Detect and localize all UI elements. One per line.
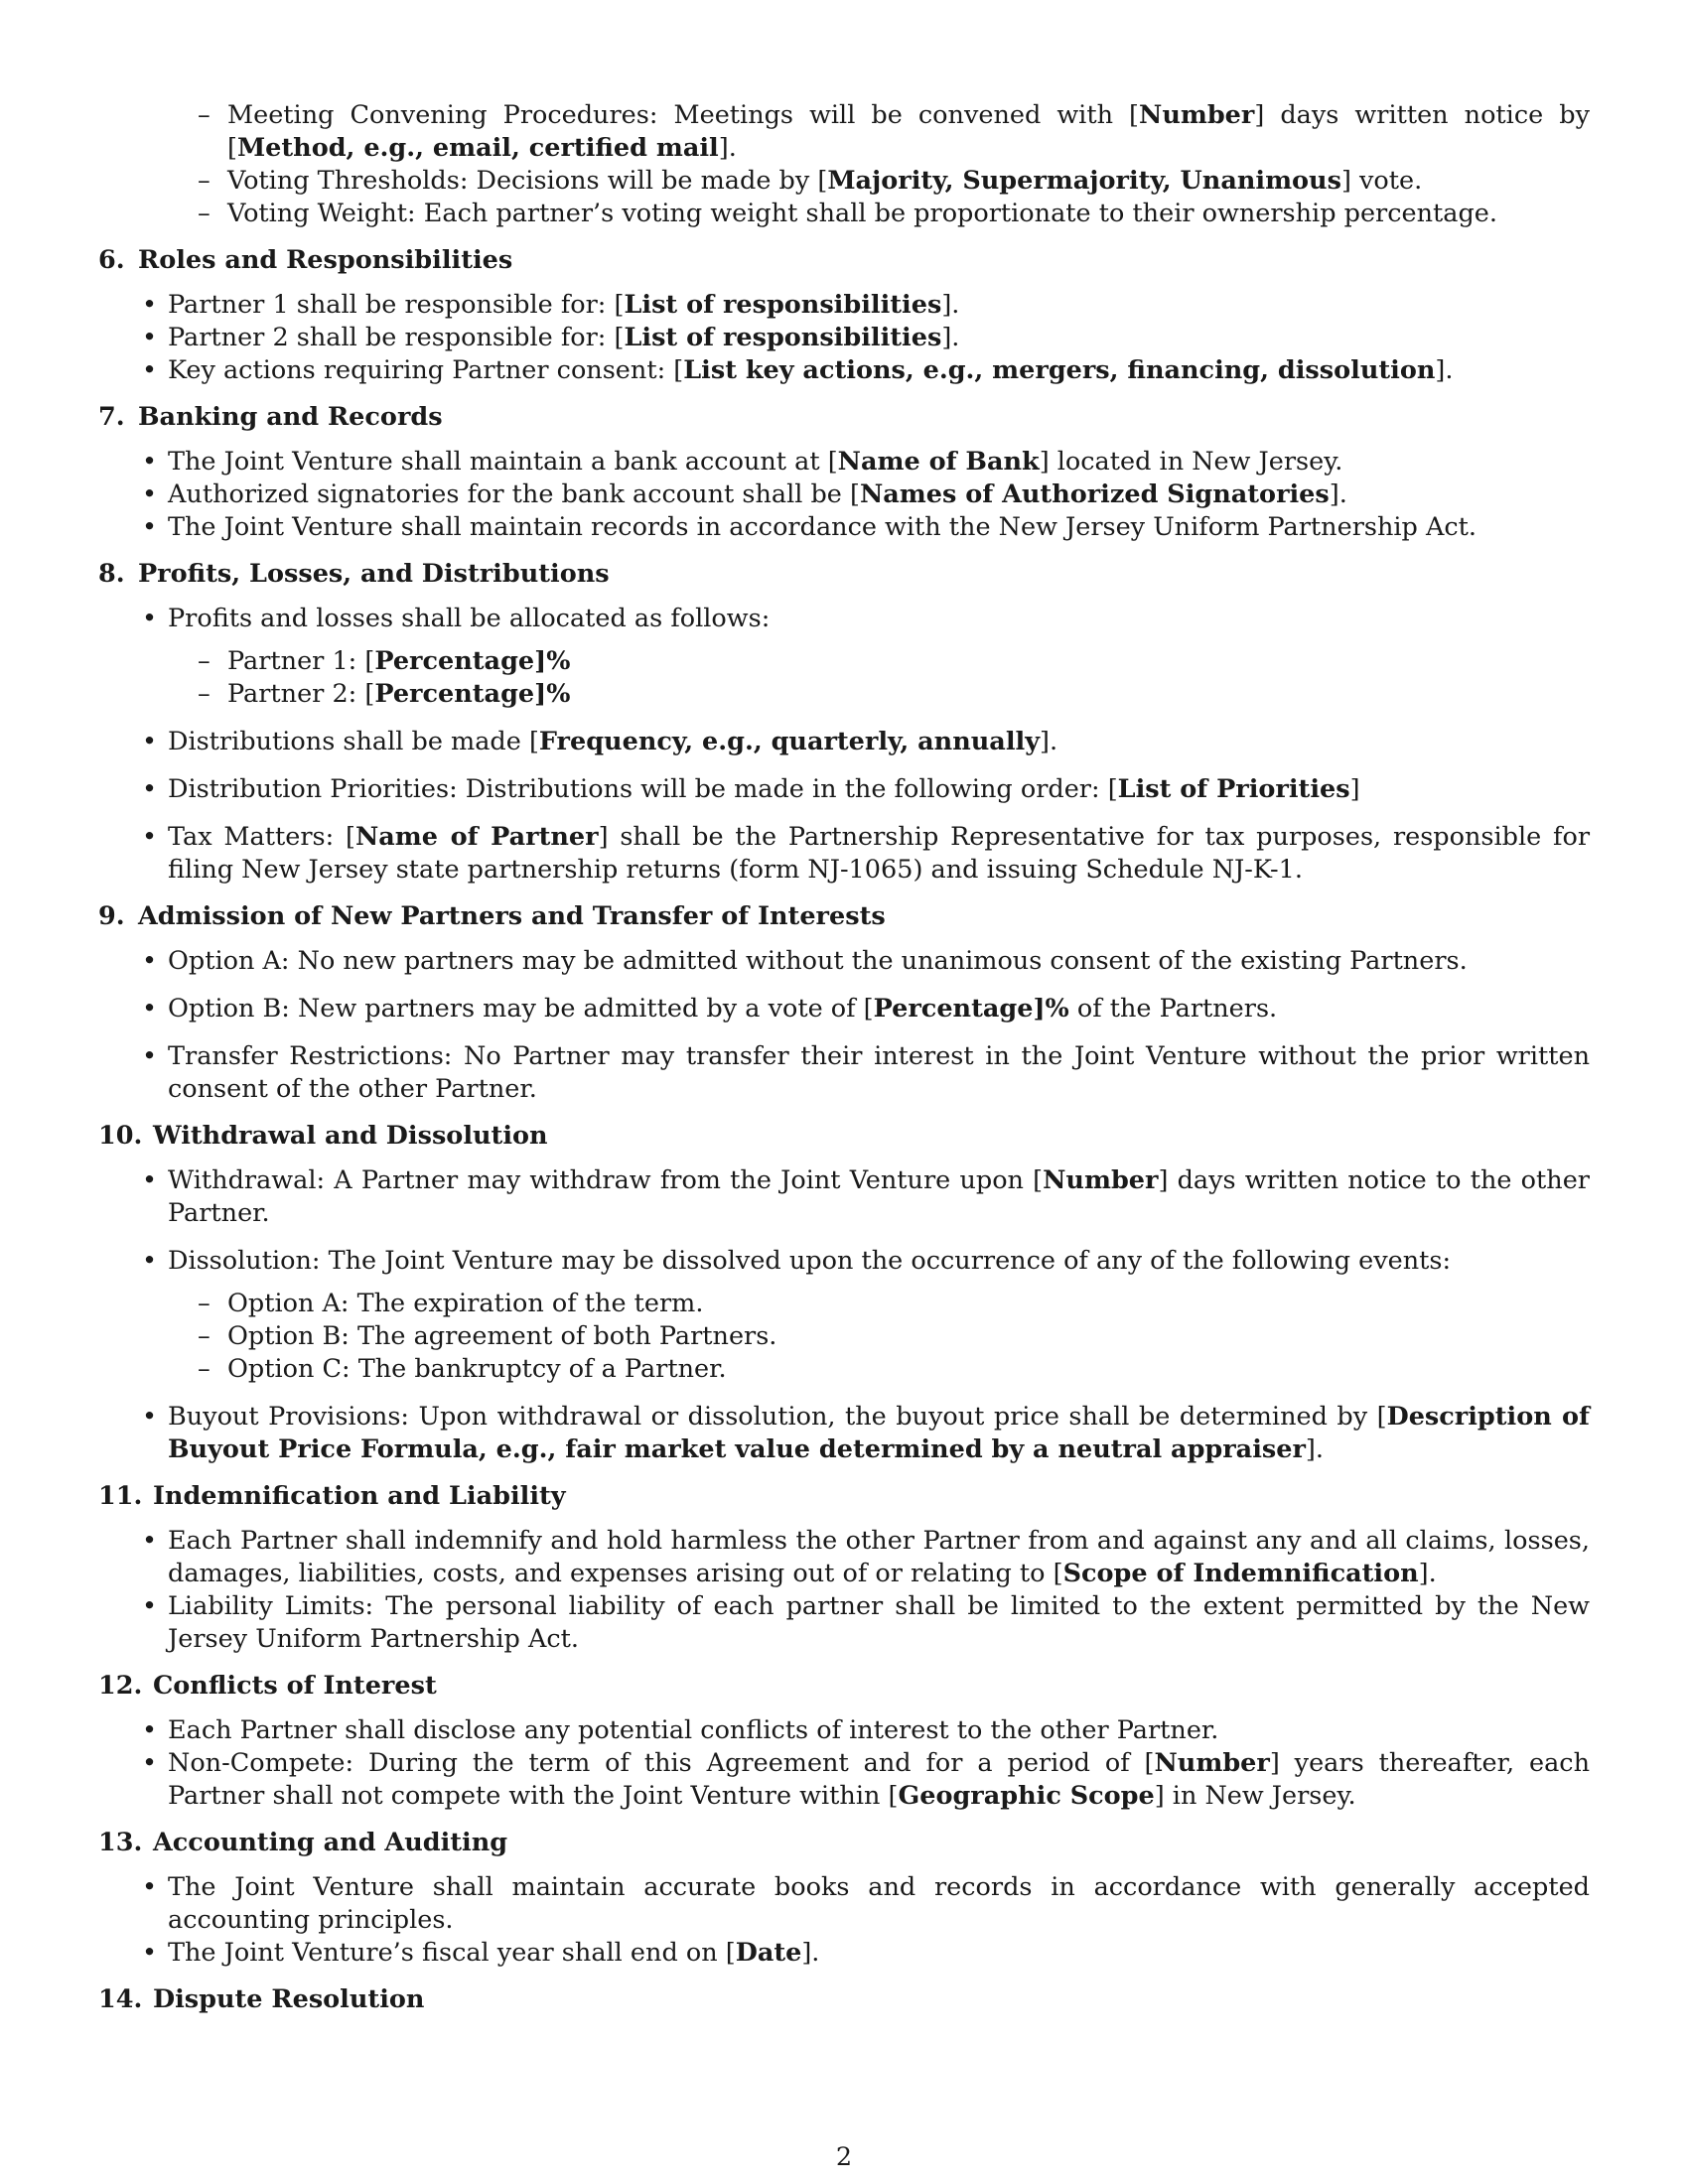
list-item: • Liability Limits: The personal liability of each partner shall be limited to the extent permitted by the New Jersey Uniform Partnership Act. xyxy=(168,1590,1590,1656)
list-item: • Option B: New partners may be admitted by a vote of [Percentage]% of the Partners. xyxy=(168,993,1590,1025)
section-heading: 7. Banking and Records xyxy=(98,402,443,432)
list-item: – Meeting Convening Procedures: Meetings will be convened with [Number] days written notice by [Method, e.g., email, certified mail]. xyxy=(227,99,1590,165)
list-item: • Each Partner shall indemnify and hold harmless the other Partner from and against any and all claims, losses, damages, liabilities, costs, and expenses arising out of or relating to [Scope of Indemnification]. xyxy=(168,1525,1590,1590)
section-heading: 8. Profits, Losses, and Distributions xyxy=(98,559,610,589)
section-heading: 12. Conflicts of Interest xyxy=(98,1671,437,1701)
section-6-list xyxy=(98,289,1590,387)
governance-sublist xyxy=(98,99,1590,230)
list-item: – Partner 1: [Percentage]% xyxy=(227,645,1590,678)
section-10-list xyxy=(98,1164,1590,1466)
list-item: • Distribution Priorities: Distributions will be made in the following order: [List of Priorities] xyxy=(168,773,1590,806)
list-item: • Key actions requiring Partner consent: [List key actions, e.g., mergers, financing, dissolution]. xyxy=(168,354,1590,387)
section-heading: 9. Admission of New Partners and Transfer of Interests xyxy=(98,901,886,931)
list-item: • Non-Compete: During the term of this Agreement and for a period of [Number] years thereafter, each Partner shall not compete with the Joint Venture within [Geographic Scope] in New Jersey. xyxy=(168,1747,1590,1813)
list-item: • The Joint Venture’s fiscal year shall end on [Date]. xyxy=(168,1937,1590,1970)
section-8-list xyxy=(98,603,1590,887)
list-item: • The Joint Venture shall maintain accurate books and records in accordance with generally accepted accounting principles. xyxy=(168,1871,1590,1937)
list-item: • Option A: No new partners may be admitted without the unanimous consent of the existing Partners. xyxy=(168,945,1590,978)
section-9-list xyxy=(98,945,1590,1106)
list-item: – Option C: The bankruptcy of a Partner. xyxy=(227,1353,1590,1386)
list-item: • Profits and losses shall be allocated as follows: – Partner 1: [Percentage]% – Partner 2: [Percentage]% xyxy=(168,603,1590,711)
allocation-sublist xyxy=(168,645,1590,711)
list-item: • Dissolution: The Joint Venture may be dissolved upon the occurrence of any of the following events: – Option A: The expiration of the term. – Option B: The agreement of both Partners. – Option C: The bankruptcy of a Partner. xyxy=(168,1245,1590,1386)
list-item: • Tax Matters: [Name of Partner] shall be the Partnership Representative for tax purposes, responsible for filing New Jersey state partnership returns (form NJ-1065) and issuing Schedule NJ-K-1. xyxy=(168,821,1590,887)
list-item: • Transfer Restrictions: No Partner may transfer their interest in the Joint Venture without the prior written consent of the other Partner. xyxy=(168,1040,1590,1106)
list-item: • Buyout Provisions: Upon withdrawal or dissolution, the buyout price shall be determined by [Description of Buyout Price Formula, e.g., fair market value determined by a neutral appraiser]. xyxy=(168,1401,1590,1466)
section-12-list xyxy=(98,1714,1590,1813)
section-7-list xyxy=(98,446,1590,544)
list-item: • The Joint Venture shall maintain records in accordance with the New Jersey Uniform Partnership Act. xyxy=(168,511,1590,544)
list-item: – Option A: The expiration of the term. xyxy=(227,1288,1590,1320)
list-item: – Voting Thresholds: Decisions will be made by [Majority, Supermajority, Unanimous] vote. xyxy=(227,165,1590,198)
list-item: • Withdrawal: A Partner may withdraw from the Joint Venture upon [Number] days written notice to the other Partner. xyxy=(168,1164,1590,1230)
section-heading: 6. Roles and Responsibilities xyxy=(98,245,513,275)
list-item: – Voting Weight: Each partner’s voting weight shall be proportionate to their ownership percentage. xyxy=(227,198,1590,230)
section-heading: 11. Indemnification and Liability xyxy=(98,1481,566,1511)
section-heading: 10. Withdrawal and Dissolution xyxy=(98,1121,548,1151)
list-item: • The Joint Venture shall maintain a bank account at [Name of Bank] located in New Jersey. xyxy=(168,446,1590,478)
list-item: • Each Partner shall disclose any potential conflicts of interest to the other Partner. xyxy=(168,1714,1590,1747)
list-item: • Authorized signatories for the bank account shall be [Names of Authorized Signatories]. xyxy=(168,478,1590,511)
dissolution-sublist xyxy=(168,1288,1590,1386)
list-item: • Distributions shall be made [Frequency, e.g., quarterly, annually]. xyxy=(168,726,1590,758)
list-item: • Partner 1 shall be responsible for: [List of responsibilities]. xyxy=(168,289,1590,322)
list-item: • Partner 2 shall be responsible for: [List of responsibilities]. xyxy=(168,322,1590,354)
section-heading: 14. Dispute Resolution xyxy=(98,1984,425,2014)
page-number: 2 xyxy=(835,2142,853,2172)
section-11-list xyxy=(98,1525,1590,1656)
list-item: – Option B: The agreement of both Partners. xyxy=(227,1320,1590,1353)
section-heading: 13. Accounting and Auditing xyxy=(98,1828,508,1857)
document-body xyxy=(98,99,1590,2028)
section-13-list xyxy=(98,1871,1590,1970)
list-item: – Partner 2: [Percentage]% xyxy=(227,678,1590,711)
